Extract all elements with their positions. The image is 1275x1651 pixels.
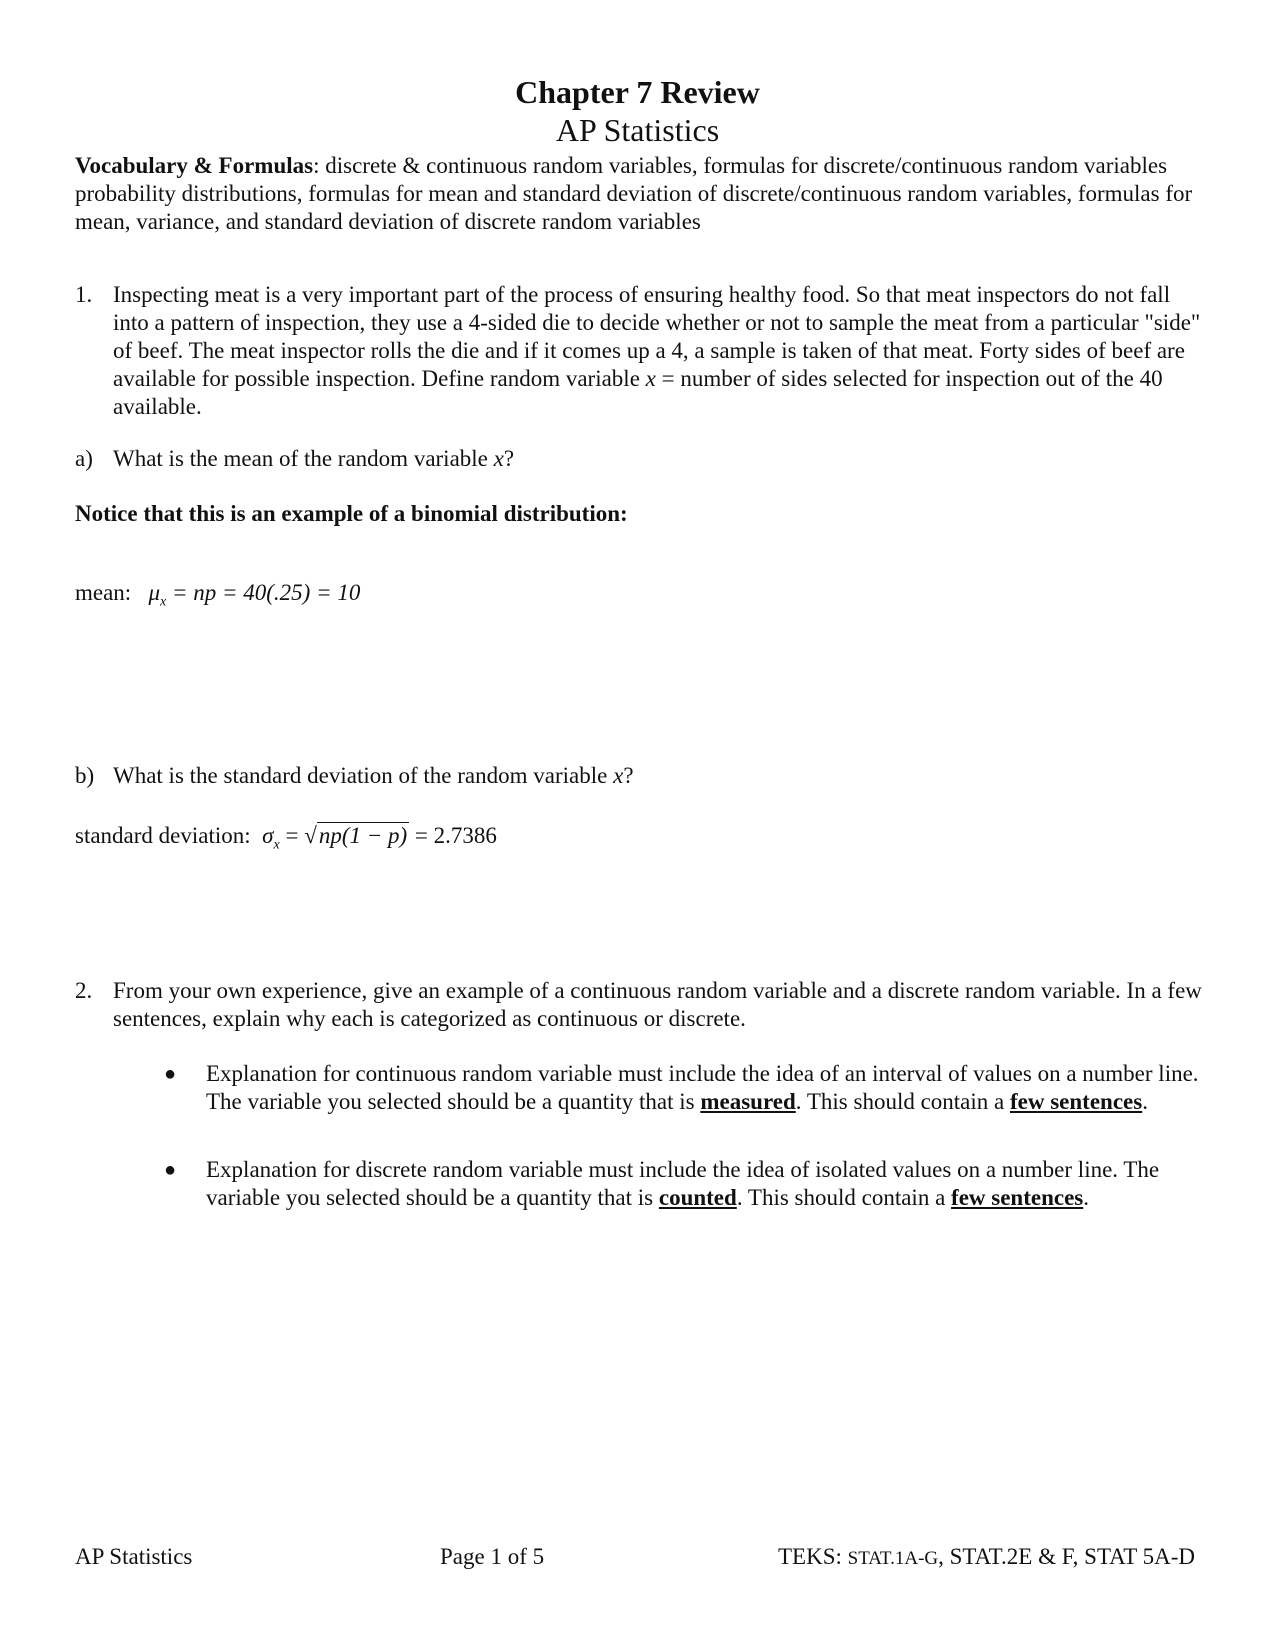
question-number: 2.: [75, 978, 93, 1003]
footer-page-number: Page 1 of 5: [440, 1544, 545, 1569]
math-variable: x: [613, 763, 624, 788]
vocabulary-paragraph: [75, 152, 1205, 236]
sd-value: = 2.7386: [409, 823, 497, 848]
subquestion-text-part: ?: [503, 446, 515, 471]
subquestion-text: [113, 762, 1205, 790]
bullet-icon: ●: [164, 1063, 177, 1085]
bullet-text-part: Explanation for continuous random variable must include the idea of an interval of values on a number line. The variable you selected should be a quantity that is: [206, 1061, 1199, 1114]
subquestion-text-part: What is the standard deviation of the random variable: [113, 763, 614, 788]
footer-teks: [778, 1544, 1195, 1570]
mean-formula: [75, 580, 360, 611]
question-number: 1.: [75, 282, 93, 307]
bullet-text-part: .: [1083, 1185, 1090, 1210]
vocabulary-label: Vocabulary & Formulas: [75, 153, 314, 178]
bullet-text-part: .: [1142, 1089, 1148, 1114]
sigma-subscript: x: [273, 837, 280, 853]
question-1b: [75, 762, 1205, 790]
mean-symbol: μ: [148, 580, 160, 605]
bullet-text: [206, 1060, 1204, 1116]
mean-subscript: x: [160, 594, 167, 610]
bullet-item: [164, 1060, 1204, 1116]
bullet-text: [206, 1156, 1204, 1212]
teks-label: TEKS:: [778, 1544, 848, 1569]
teks-code: STAT.1A-G: [847, 1548, 939, 1569]
standard-deviation-formula: [75, 822, 497, 854]
mean-expression: = np = 40(.25) = 10: [166, 580, 361, 605]
subquestion-text-part: What is the mean of the random variable: [113, 446, 494, 471]
footer-left: AP Statistics: [75, 1544, 193, 1569]
question-text: From your own experience, give an example of a continuous random variable and a discrete random variable. In a few sentences, explain why each is categorized as continuous or discrete.: [113, 978, 1202, 1031]
math-variable: x: [493, 446, 504, 471]
radicand: np(1 − p): [318, 823, 408, 848]
page-title: Chapter 7 Review: [515, 74, 760, 110]
question-2: [75, 977, 1205, 1033]
question-text-part: = number of sides selected for inspection out of the 40 available.: [113, 366, 1163, 419]
subquestion-label: b): [75, 763, 95, 788]
subquestion-text: [113, 445, 1205, 473]
emphasis-keyword: few sentences: [1010, 1089, 1143, 1114]
formula-label: mean:: [75, 580, 132, 605]
bullet-icon: ●: [164, 1159, 177, 1181]
emphasis-keyword: measured: [700, 1089, 796, 1114]
emphasis-keyword: counted: [658, 1185, 737, 1210]
math-variable: x: [645, 366, 656, 391]
sigma-symbol: σ: [262, 823, 274, 848]
emphasis-keyword: few sentences: [951, 1185, 1084, 1210]
question-text-part: Inspecting meat is a very important part of the process of ensuring healthy food. So that meat inspectors do not fall into a pattern of inspection, they use a 4-sided die to decide whether or not to sample the meat from a particular "side" of beef. The meat inspector rolls the die and if it comes up a 4, a sample is taken of that meat. Forty sides of beef are available for possible inspection. Define random variable: [113, 282, 1201, 391]
question-text: [113, 281, 1205, 421]
bullet-text-part: Explanation for discrete random variable must include the idea of isolated values on a number line. The variable you selected should be a quantity that is: [206, 1157, 1160, 1210]
subquestion-label: a): [75, 446, 93, 471]
equals-sign: =: [279, 823, 305, 848]
subquestion-text-part: ?: [623, 763, 634, 788]
bullet-text-part: . This should contain a: [795, 1089, 1010, 1114]
teks-codes-rest: , STAT.2E & F, STAT 5A-D: [938, 1544, 1195, 1569]
bullet-text-part: . This should contain a: [736, 1185, 952, 1210]
formula-label: standard deviation:: [75, 823, 251, 848]
question-1a: [75, 445, 1205, 473]
notice-text: Notice that this is an example of a binomial distribution:: [75, 501, 628, 526]
question-1: [75, 281, 1205, 421]
bullet-item: [164, 1156, 1204, 1212]
vocabulary-text: : discrete & continuous random variables, formulas for discrete/continuous random variables probability distributions, formulas for mean and standard deviation of discrete/continuous random variables, formulas for mean, variance, and standard deviation of discrete random variables: [75, 153, 1193, 234]
page-subtitle: AP Statistics: [555, 112, 720, 148]
square-root-icon: √: [304, 823, 317, 848]
notice-statement: [75, 500, 1205, 528]
